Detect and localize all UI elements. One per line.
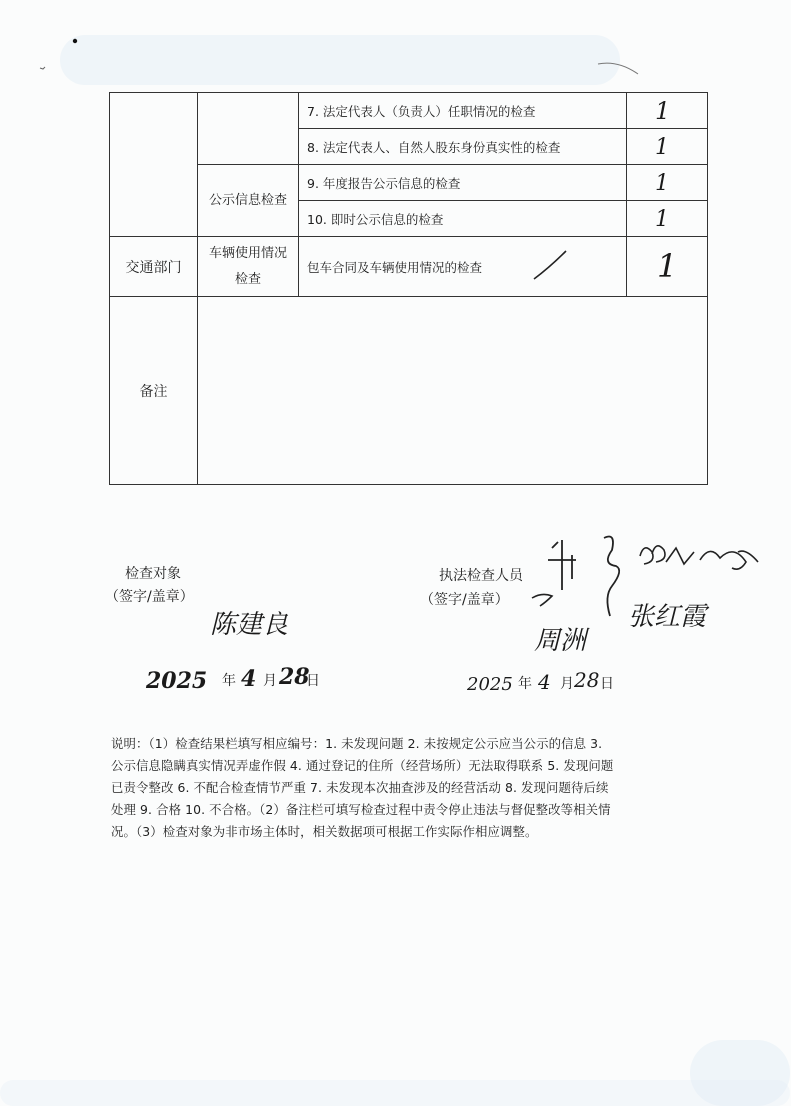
remarks-cell: [198, 297, 708, 485]
table-row: [110, 93, 708, 129]
inspection-table: [109, 92, 708, 485]
inspector-date-month-label: 月: [560, 676, 574, 692]
result-cell: [627, 165, 708, 201]
result-cell: [627, 237, 708, 297]
item-text: 包车合同及车辆使用情况的检查: [307, 259, 483, 275]
inspector-signature: 周洲: [534, 626, 587, 656]
note-line: 处理 9. 合格 10. 不合格。（2）备注栏可填写检查过程中责令停止违法与督促整改等相关情: [111, 802, 611, 817]
subcategory-line: 检查: [234, 271, 261, 287]
note-line: 公示信息隐瞒真实情况弄虚作假 4. 通过登记的住所（经营场所）无法取得联系 5. 发现问题: [111, 758, 614, 773]
category-cell-empty: [110, 93, 198, 237]
remarks-label: 备注: [110, 297, 198, 485]
handwritten-stroke: [532, 249, 572, 283]
result-cell: [627, 93, 708, 129]
subcategory-cell-empty: [198, 93, 299, 165]
item-cell: 8. 法定代表人、自然人股东身份真实性的检查: [299, 129, 627, 165]
item-cell: [299, 237, 627, 297]
result-mark: 1: [655, 171, 669, 196]
inspector-date-year: 2025: [467, 674, 513, 695]
result-mark: 1: [655, 135, 669, 160]
item-cell: 10. 即时公示信息的检查: [299, 201, 627, 237]
inspector-label: 执法检查人员: [439, 568, 523, 584]
object-date-day-label: 日: [306, 673, 320, 689]
result-cell: [627, 201, 708, 237]
note-line: 况。（3）检查对象为非市场主体时，相关数据项可根据工作实际作相应调整。: [111, 824, 538, 839]
table-row: [110, 237, 708, 297]
subcategory-line: 车辆使用情况: [208, 245, 287, 261]
result-mark: 1: [655, 207, 669, 232]
inspector-signature: 张红霞: [628, 602, 707, 632]
subcategory-cell: 公示信息检查: [198, 165, 299, 237]
object-signature: 陈建良: [210, 610, 289, 640]
object-date-month-label: 月: [263, 673, 277, 689]
item-cell: 9. 年度报告公示信息的检查: [299, 165, 627, 201]
inspector-date-year-label: 年: [518, 676, 532, 692]
table-row: [110, 297, 708, 485]
explanatory-notes: [111, 733, 671, 843]
result-mark: 1: [657, 247, 678, 285]
note-line: 说明：（1）检查结果栏填写相应编号：1. 未发现问题 2. 未按规定公示应当公示的信息 3.: [111, 736, 603, 751]
category-cell: 交通部门: [110, 237, 198, 297]
result-mark: 1: [655, 97, 671, 125]
object-date-month: 4: [241, 666, 257, 692]
inspector-date-day: 28: [574, 668, 600, 692]
item-cell: 7. 法定代表人（负责人）任职情况的检查: [299, 93, 627, 129]
subcategory-cell: [198, 237, 299, 297]
object-date-year: 2025: [146, 668, 208, 694]
object-date-year-label: 年: [222, 673, 236, 689]
object-label: 检查对象: [125, 566, 181, 582]
table-row: [110, 165, 708, 201]
note-line: 已责令整改 6. 不配合检查情节严重 7. 未发现本次抽查涉及的经营活动 8. 发现问题待后续: [111, 780, 609, 795]
inspector-date-day-label: 日: [600, 676, 614, 692]
object-sub-label: （签字/盖章）: [105, 589, 194, 605]
inspector-sub-label: （签字/盖章）: [420, 592, 509, 608]
result-cell: [627, 129, 708, 165]
inspector-date-month: 4: [538, 670, 551, 694]
object-date-day: 28: [279, 664, 310, 690]
